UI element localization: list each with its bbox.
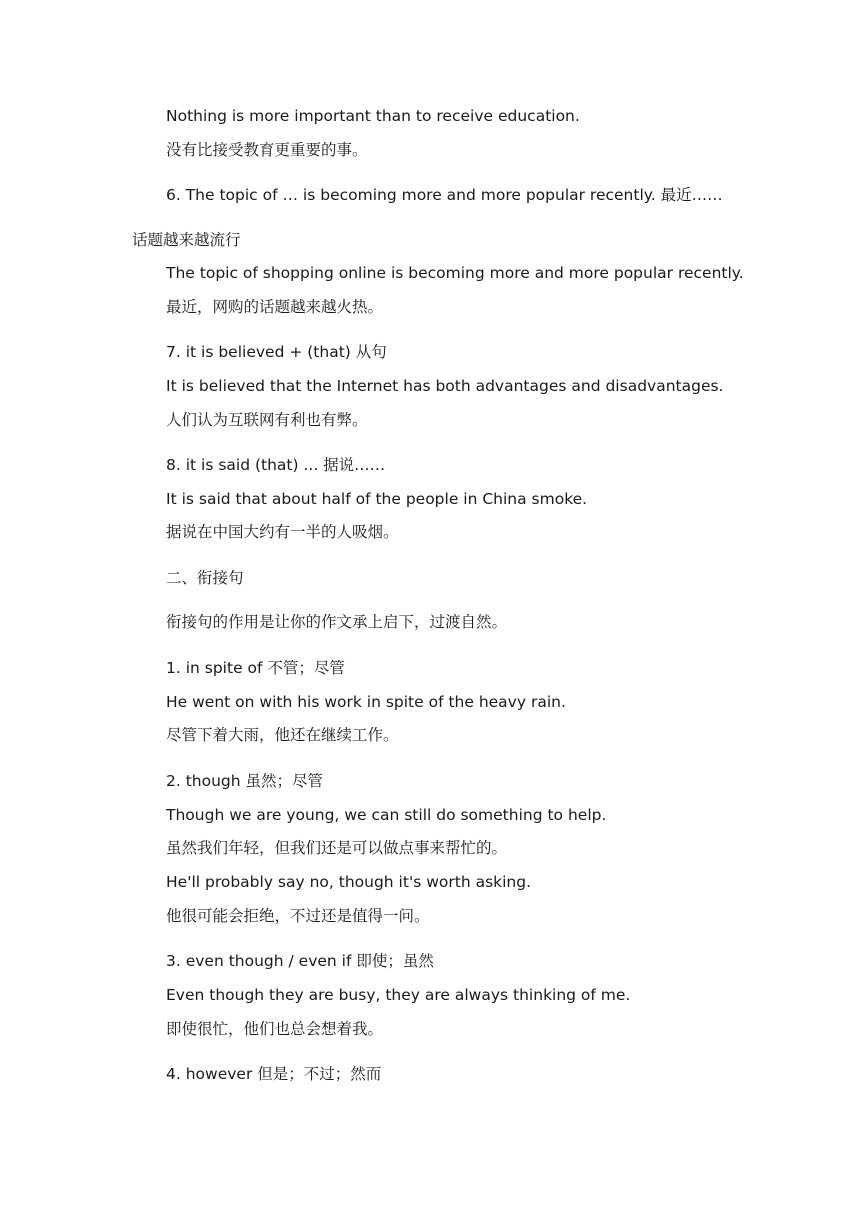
example-sentence: Though we are young, we can still do something to help. (166, 806, 607, 824)
example-translation: 虽然我们年轻，但我们还是可以做点事来帮忙的。 (166, 839, 508, 857)
example-sentence: Even though they are busy, they are always thinking of me. (166, 986, 631, 1004)
example-translation: 最近，网购的话题越来越火热。 (166, 298, 384, 316)
example-translation: 他很可能会拒绝，不过还是值得一问。 (166, 907, 430, 925)
example-sentence: It is believed that the Internet has both advantages and disadvantages. (166, 377, 724, 395)
phrase-heading: 2. though 虽然；尽管 (166, 772, 324, 790)
example-translation: 即使很忙，他们也总会想着我。 (166, 1020, 384, 1038)
example-translation: 没有比接受教育更重要的事。 (166, 141, 368, 159)
phrase-heading: 8. it is said (that) ... 据说…… (166, 456, 386, 474)
section-intro: 衔接句的作用是让你的作文承上启下，过渡自然。 (166, 613, 508, 631)
example-sentence: He went on with his work in spite of the heavy rain. (166, 693, 566, 711)
example-translation: 据说在中国大约有一半的人吸烟。 (166, 523, 399, 541)
example-translation: 尽管下着大雨，他还在继续工作。 (166, 726, 399, 744)
phrase-heading: 7. it is believed + (that) 从句 (166, 343, 387, 361)
phrase-heading: 3. even though / even if 即使；虽然 (166, 952, 434, 970)
example-sentence: He'll probably say no, though it's worth asking. (166, 873, 532, 891)
example-sentence: Nothing is more important than to receive education. (166, 107, 580, 125)
phrase-heading: 4. however 但是；不过；然而 (166, 1065, 382, 1083)
section-heading: 二、衔接句 (166, 569, 244, 587)
example-sentence: It is said that about half of the people in China smoke. (166, 490, 588, 508)
phrase-heading: 6. The topic of … is becoming more and more popular recently. 最近…… (166, 186, 723, 204)
example-translation: 人们认为互联网有利也有弊。 (166, 411, 368, 429)
phrase-heading: 1. in spite of 不管；尽管 (166, 659, 345, 677)
phrase-heading-continued: 话题越来越流行 (132, 231, 241, 249)
example-sentence: The topic of shopping online is becoming more and more popular recently. (166, 264, 744, 282)
